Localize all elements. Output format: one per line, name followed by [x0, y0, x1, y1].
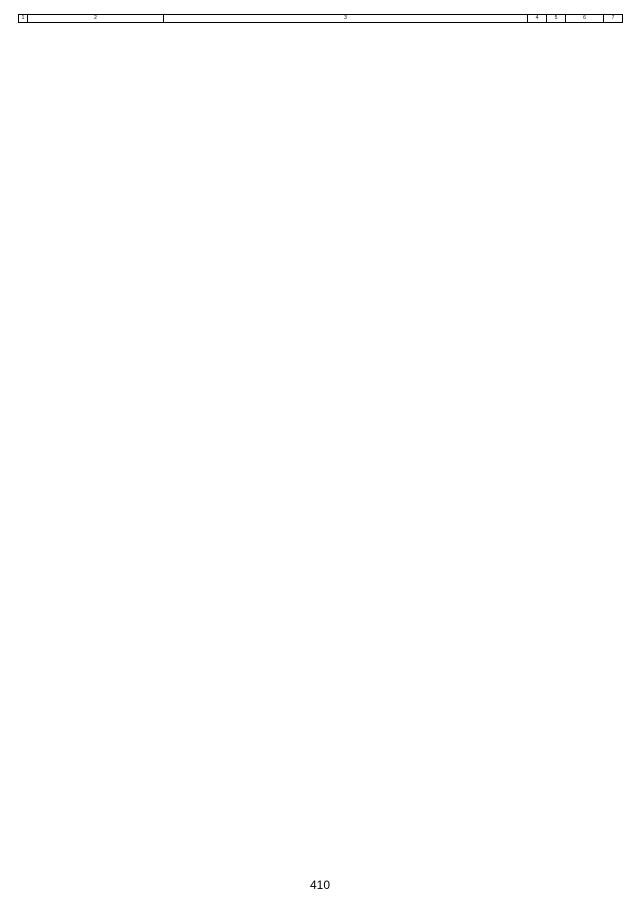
col-number-2: 2 — [28, 15, 164, 23]
col-number-4: 4 — [528, 15, 547, 23]
col-number-3: 3 — [164, 15, 528, 23]
page-number: 410 — [309, 878, 331, 892]
table-header-row — [19, 15, 623, 23]
repair-register-table — [18, 14, 623, 23]
col-number-5: 5 — [547, 15, 566, 23]
col-number-1: 1 — [19, 15, 28, 23]
col-number-6: 6 — [566, 15, 604, 23]
col-number-7: 7 — [604, 15, 623, 23]
